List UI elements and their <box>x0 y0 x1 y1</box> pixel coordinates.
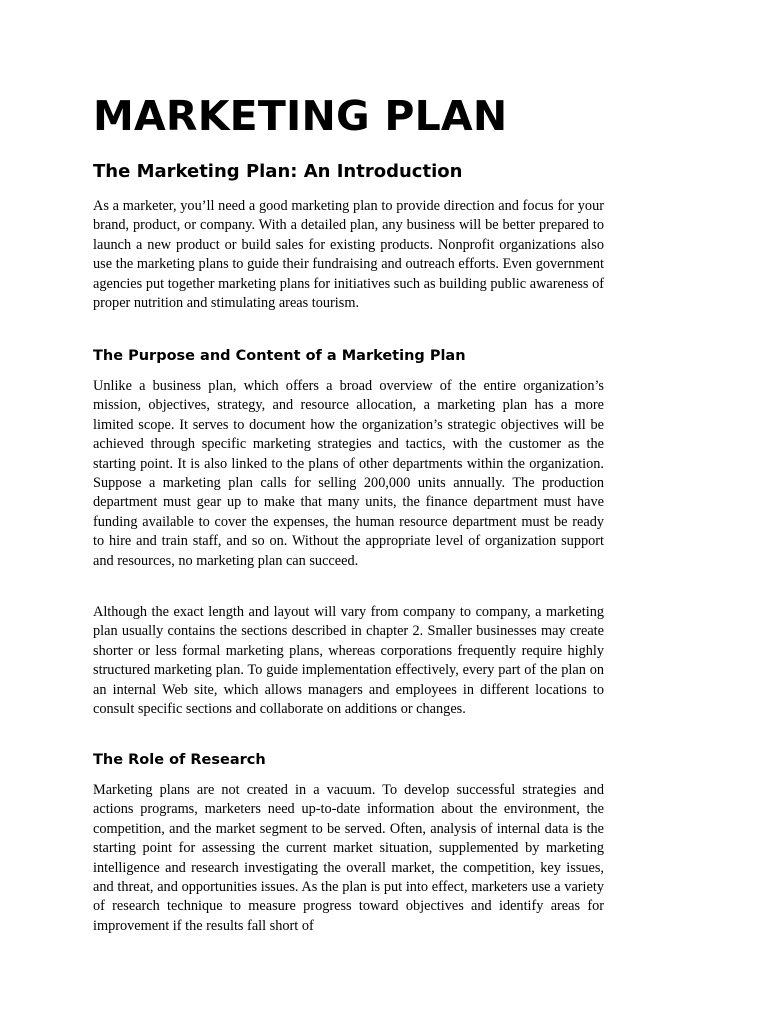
purpose-paragraph-1: Unlike a business plan, which offers a broad overview of the entire organization’s mission, objectives, strategy, and resource allocation, a marketing plan has a more limited scope. It serves to document how the organization’s strategic objectives will be achieved through specific marketing strategies and tactics, with the customer as the starting point. It is also linked to the plans of other departments within the organization. Suppose a marketing plan calls for selling 200,000 units annually. The production department must gear up to make that many units, the finance department must have funding available to cover the expenses, the human resource department must be ready to hire and train staff, and so on. Without the appropriate level of organization support and resources, no marketing plan can succeed. <box>93 378 604 569</box>
document-title: MARKETING PLAN <box>93 92 508 140</box>
research-heading: The Role of Research <box>93 752 266 768</box>
intro-paragraph: As a marketer, you’ll need a good marketing plan to provide direction and focus for your brand, product, or company. With a detailed plan, any business will be better prepared to launch a new product or build sales for existing products. Nonprofit organizations also use the marketing plans to guide their fundraising and outreach efforts. Even government agencies put together marketing plans for initiatives such as building public awareness of proper nutrition and stimulating areas tourism. <box>93 198 604 312</box>
research-paragraph: Marketing plans are not created in a vacuum. To develop successful strategies and actions programs, marketers need up-to-date information about the environment, the competition, and the market segment to be served. Often, analysis of internal data is the starting point for assessing the current market situation, supplemented by marketing intelligence and research investigating the overall market, the competition, key issues, and threat, and opportunities issues. As the plan is put into effect, marketers use a variety of research technique to measure progress toward objectives and identify areas for improvement if the results fall short of <box>93 782 604 934</box>
purpose-paragraph-2: Although the exact length and layout will vary from company to company, a marketing plan usually contains the sections described in chapter 2. Smaller businesses may create shorter or less formal marketing plans, whereas corporations frequently require highly structured marketing plan. To guide implementation effectively, every part of the plan on an internal Web site, which allows managers and employees in different locations to consult specific sections and collaborate on additions or changes. <box>93 604 604 718</box>
intro-heading: The Marketing Plan: An Introduction <box>93 161 463 182</box>
purpose-heading: The Purpose and Content of a Marketing Plan <box>93 348 466 364</box>
